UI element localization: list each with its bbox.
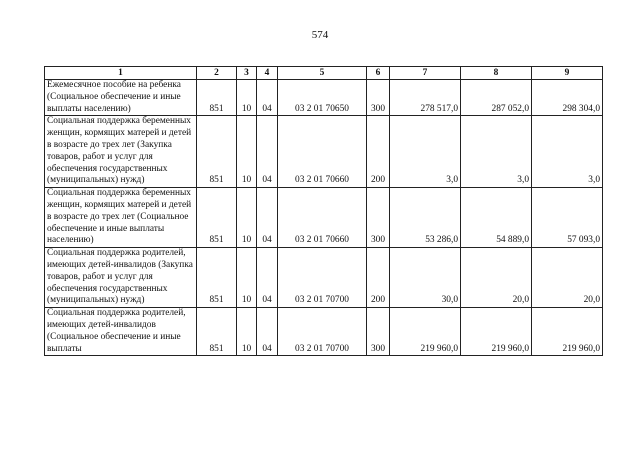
- table-row: [45, 248, 603, 308]
- header-cell: 8: [461, 67, 532, 80]
- header-cell: 2: [197, 67, 237, 80]
- row-year2: 3,0: [461, 116, 532, 188]
- row-target: 03 2 01 70700: [278, 248, 367, 308]
- row-subsection: 04: [257, 116, 278, 188]
- row-year1: 219 960,0: [390, 308, 461, 356]
- row-section: 10: [237, 80, 257, 116]
- row-year2: 54 889,0: [461, 188, 532, 248]
- row-year1: 53 286,0: [390, 188, 461, 248]
- row-year1: 30,0: [390, 248, 461, 308]
- row-name: Социальная поддержка беременных женщин, кормящих матерей и детей в возрасте до трех лет (Закупка товаров, работ и услуг для обеспечения государственных (муниципальных) нужд): [45, 116, 197, 188]
- row-target: 03 2 01 70660: [278, 116, 367, 188]
- row-year1: 3,0: [390, 116, 461, 188]
- row-ministry: 851: [197, 188, 237, 248]
- row-name: Социальная поддержка родителей, имеющих детей-инвалидов (Закупка товаров, работ и услуг для обеспечения государственных (муниципальных) нужд): [45, 248, 197, 308]
- row-section: 10: [237, 248, 257, 308]
- row-ministry: 851: [197, 248, 237, 308]
- row-expense-type: 300: [367, 188, 390, 248]
- row-ministry: 851: [197, 116, 237, 188]
- row-subsection: 04: [257, 80, 278, 116]
- header-cell: 6: [367, 67, 390, 80]
- row-year2: 219 960,0: [461, 308, 532, 356]
- header-cell: 5: [278, 67, 367, 80]
- row-expense-type: 200: [367, 116, 390, 188]
- row-year2: 20,0: [461, 248, 532, 308]
- row-year3: 298 304,0: [532, 80, 603, 116]
- header-cell: 9: [532, 67, 603, 80]
- row-name: Социальная поддержка родителей, имеющих детей-инвалидов (Социальное обеспечение и иные выплаты: [45, 308, 197, 356]
- header-cell: 1: [45, 67, 197, 80]
- header-row: [45, 67, 603, 80]
- row-target: 03 2 01 70700: [278, 308, 367, 356]
- row-year3: 57 093,0: [532, 188, 603, 248]
- row-expense-type: 300: [367, 80, 390, 116]
- row-ministry: 851: [197, 308, 237, 356]
- header-cell: 3: [237, 67, 257, 80]
- row-section: 10: [237, 308, 257, 356]
- table-row: [45, 80, 603, 116]
- row-year3: 219 960,0: [532, 308, 603, 356]
- budget-table: [44, 66, 603, 356]
- row-subsection: 04: [257, 248, 278, 308]
- row-expense-type: 200: [367, 248, 390, 308]
- table-row: [45, 116, 603, 188]
- row-ministry: 851: [197, 80, 237, 116]
- row-year3: 20,0: [532, 248, 603, 308]
- row-section: 10: [237, 116, 257, 188]
- row-section: 10: [237, 188, 257, 248]
- row-target: 03 2 01 70650: [278, 80, 367, 116]
- header-cell: 7: [390, 67, 461, 80]
- row-year2: 287 052,0: [461, 80, 532, 116]
- row-name: Социальная поддержка беременных женщин, кормящих матерей и детей в возрасте до трех лет (Социальное обеспечение и иные выплаты населению): [45, 188, 197, 248]
- table-row: [45, 188, 603, 248]
- row-subsection: 04: [257, 308, 278, 356]
- row-expense-type: 300: [367, 308, 390, 356]
- header-cell: 4: [257, 67, 278, 80]
- table-row: [45, 308, 603, 356]
- row-target: 03 2 01 70660: [278, 188, 367, 248]
- row-year1: 278 517,0: [390, 80, 461, 116]
- row-year3: 3,0: [532, 116, 603, 188]
- page-number: 574: [311, 29, 329, 41]
- row-name: Ежемесячное пособие на ребенка (Социальное обеспечение и иные выплаты населению): [45, 80, 197, 116]
- row-subsection: 04: [257, 188, 278, 248]
